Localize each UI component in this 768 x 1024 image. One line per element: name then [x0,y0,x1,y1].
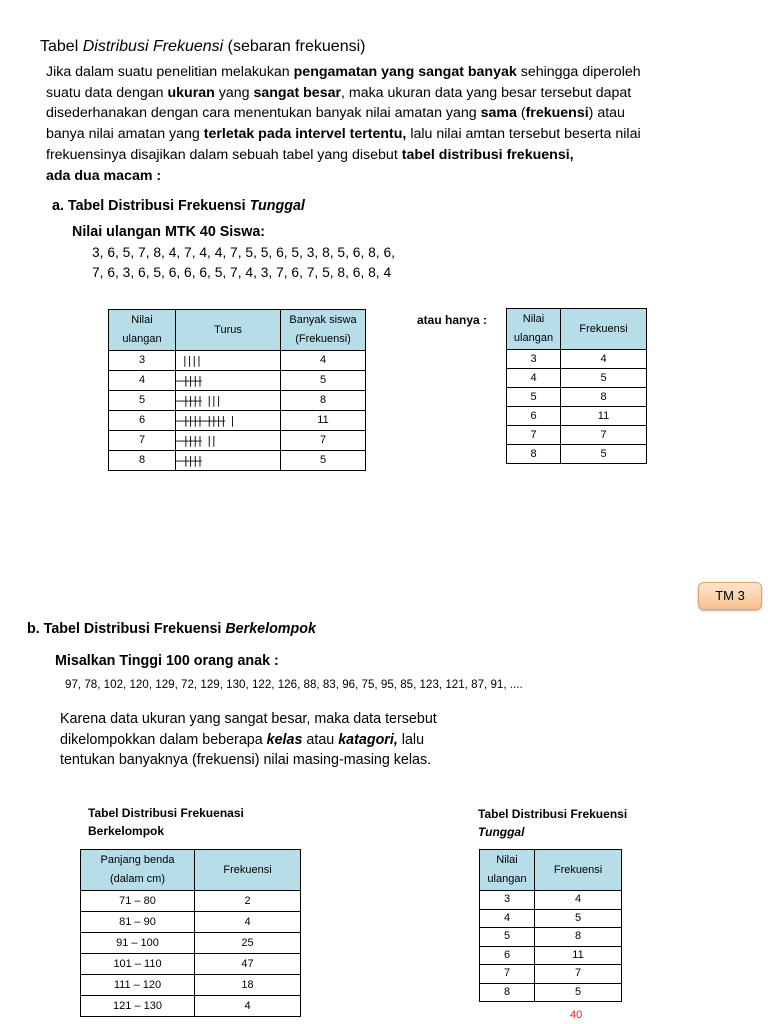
frekuensi-cell: 7 [561,426,647,445]
frekuensi-cell: 5 [561,445,647,464]
table-row [480,891,622,910]
intro-line: ada dua macam : [46,167,162,184]
table-row [507,426,647,445]
frekuensi-cell: 4 [195,996,301,1017]
frekuensi-cell: 8 [281,391,366,411]
frekuensi-cell: 5 [561,369,647,388]
col-header-nilai: Nilai ulangan [507,309,561,350]
frekuensi-cell: 7 [535,965,622,984]
class-cell: 3 [480,891,535,910]
simple-table-b-caption: Tabel Distribusi Frekuensi Tunggal [478,807,628,839]
intro-paragraph [46,62,726,186]
frekuensi-cell: 8 [561,388,647,407]
class-cell: 3 [507,350,561,369]
intro-line: disederhanakan dengan cara menentukan banyak nilai amatan yang sama (frekuensi) atau [46,105,625,122]
col-header-panjang: Panjang benda (dalam cm) [81,850,195,891]
turus-cell: ̶|̶|̶|̶|̶ ̶|̶|̶|̶|̶ | [176,411,281,431]
page-title: Tabel Distribusi Frekuensi (sebaran frekuensi) [40,38,366,55]
class-cell: 8 [507,445,561,464]
table-row [81,975,301,996]
section-a-example-title: Nilai ulangan MTK 40 Siswa: [72,224,266,240]
table-row [109,431,366,451]
table-row [81,933,301,954]
class-cell: 101 – 110 [81,954,195,975]
table-row [480,946,622,965]
turus-cell: ̶|̶|̶|̶|̶ [176,371,281,391]
table-row [109,371,366,391]
nilai-cell: 7 [109,431,176,451]
class-cell: 6 [480,946,535,965]
col-header-frekuensi: Banyak siswa (Frekuensi) [281,310,366,351]
frekuensi-cell: 11 [281,411,366,431]
frekuensi-cell: 11 [561,407,647,426]
nilai-cell: 3 [109,351,176,371]
intro-line: Jika dalam suatu penelitian melakukan pengamatan yang sangat banyak sehingga diperoleh [46,64,641,80]
section-b-data-line: 97, 78, 102, 120, 129, 72, 129, 130, 122, 126, 88, 83, 96, 75, 95, 85, 123, 121, 87, 91, .... [65,678,523,691]
turus-cell: ̶|̶|̶|̶|̶ || [176,431,281,451]
frekuensi-cell: 18 [195,975,301,996]
frekuensi-cell: 2 [195,891,301,912]
table-header-row [507,309,647,350]
frekuensi-cell: 5 [281,451,366,471]
table-row [507,350,647,369]
col-header-frekuensi: Frekuensi [195,850,301,891]
intro-line: suatu data dengan ukuran yang sangat besar, maka ukuran data yang besar tersebut dapat [46,84,632,101]
frekuensi-cell: 5 [281,371,366,391]
table-row [81,891,301,912]
class-cell: 4 [507,369,561,388]
frekuensi-cell: 11 [535,946,622,965]
turus-cell: |||| [176,351,281,371]
simple-frequency-table-a [506,308,647,464]
table-header-row [81,850,301,891]
col-header-nilai: Nilai ulangan [480,850,535,891]
table-row [480,965,622,984]
section-b-example-title: Misalkan Tinggi 100 orang anak : [55,653,279,669]
table-row [507,388,647,407]
frekuensi-cell: 4 [535,891,622,910]
class-cell: 111 – 120 [81,975,195,996]
frekuensi-cell: 4 [561,350,647,369]
section-a-heading: a. Tabel Distribusi Frekuensi Tunggal [52,198,305,214]
table-row [109,411,366,431]
table-row [507,445,647,464]
turus-cell: ̶|̶|̶|̶|̶ ||| [176,391,281,411]
simple-frequency-table-b [479,849,622,1002]
frekuensi-cell: 47 [195,954,301,975]
frekuensi-cell: 4 [281,351,366,371]
intro-line: frekuensinya disajikan dalam sebuah tabel yang disebut tabel distribusi frekuensi, [46,146,574,163]
table-row [480,928,622,947]
frekuensi-cell: 25 [195,933,301,954]
class-cell: 5 [507,388,561,407]
table-row [507,407,647,426]
turus-cell: ̶|̶|̶|̶|̶ [176,451,281,471]
tally-table [108,309,366,471]
col-header-turus: Turus [176,310,281,351]
table-row [109,391,366,411]
section-b-heading: b. Tabel Distribusi Frekuensi Berkelompok [27,621,316,637]
class-cell: 7 [480,965,535,984]
class-cell: 121 – 130 [81,996,195,1017]
page-number: 40 [570,1009,583,1021]
table-row [81,912,301,933]
table-header-row [109,310,366,351]
table-row [480,909,622,928]
grouped-table-caption: Tabel Distribusi Frekuenasi Berkelompok [88,806,244,838]
intro-line: banya nilai amatan yang terletak pada intervel tertentu, lalu nilai amtan tersebut beserta nilai [46,126,641,143]
frekuensi-cell: 5 [535,983,622,1002]
table-row [507,369,647,388]
atau-label: atau hanya : [417,313,488,327]
table-header-row [480,850,622,891]
table-row [81,996,301,1017]
tm-3-button[interactable]: TM 3 [698,582,762,610]
nilai-cell: 6 [109,411,176,431]
frekuensi-cell: 4 [195,912,301,933]
table-row [109,451,366,471]
class-cell: 71 – 80 [81,891,195,912]
col-header-nilai: Nilai ulangan [109,310,176,351]
nilai-cell: 8 [109,451,176,471]
col-header-frekuensi: Frekuensi [561,309,647,350]
frekuensi-cell: 5 [535,909,622,928]
grouped-frequency-table [80,849,301,1017]
class-cell: 7 [507,426,561,445]
col-header-frekuensi: Frekuensi [535,850,622,891]
section-b-paragraph: Karena data ukuran yang sangat besar, maka data tersebut dikelompokkan dalam beberapa kelas atau katagori, lalu tentukan banyaknya (frekuensi) nilai masing-masing kelas. [60,711,437,769]
class-cell: 8 [480,983,535,1002]
section-a-data-line-1: 3, 6, 5, 7, 8, 4, 7, 4, 4, 7, 5, 5, 6, 5, 3, 8, 5, 6, 8, 6, [92,245,395,260]
frekuensi-cell: 7 [281,431,366,451]
section-a-data-line-2: 7, 6, 3, 6, 5, 6, 6, 6, 5, 7, 4, 3, 7, 6, 7, 5, 8, 6, 8, 4 [92,265,392,280]
class-cell: 6 [507,407,561,426]
class-cell: 4 [480,909,535,928]
class-cell: 5 [480,928,535,947]
nilai-cell: 5 [109,391,176,411]
table-row [81,954,301,975]
table-row [109,351,366,371]
table-row [480,983,622,1002]
frekuensi-cell: 8 [535,928,622,947]
class-cell: 81 – 90 [81,912,195,933]
nilai-cell: 4 [109,371,176,391]
class-cell: 91 – 100 [81,933,195,954]
